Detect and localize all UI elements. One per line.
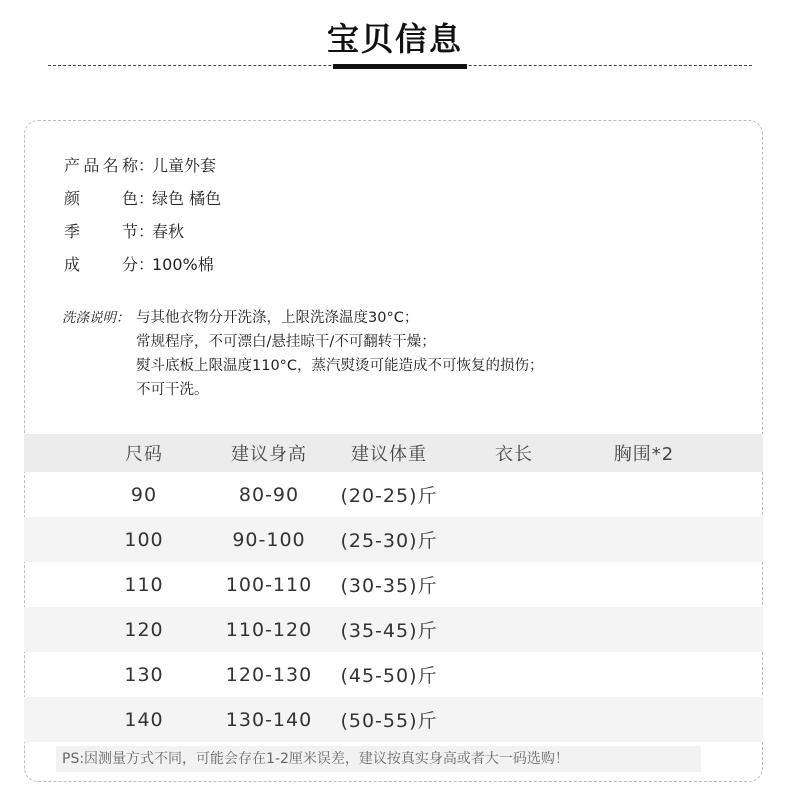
info-colon: ： (138, 156, 155, 175)
info-colon: ： (138, 189, 155, 208)
table-row (24, 472, 763, 517)
info-row-color (64, 181, 221, 214)
table-cell (474, 607, 554, 652)
table-cell (474, 652, 554, 697)
page-title: 宝贝信息 (326, 20, 463, 58)
table-cell: 140 (124, 708, 164, 731)
header-cell: 建议体重 (351, 444, 427, 465)
header-cell: 胸围*2 (613, 444, 675, 465)
table-cell: (45-50)斤 (340, 665, 438, 687)
wash-line (62, 354, 544, 378)
table-cell (594, 607, 694, 652)
table-cell (594, 472, 694, 517)
header-cell: 衣长 (495, 444, 533, 465)
info-label: 颜色 (64, 189, 138, 208)
product-info (64, 148, 221, 280)
table-cell: 100-110 (225, 573, 313, 596)
table-cell (474, 697, 554, 742)
table-cell (594, 652, 694, 697)
table-header (24, 434, 763, 472)
table-cell (474, 562, 554, 607)
size-table (24, 434, 763, 742)
table-cell: 110 (124, 573, 164, 596)
washing-instructions (62, 306, 544, 402)
wash-line (62, 330, 544, 354)
wash-text: 常规程序，不可漂白/悬挂晾干/不可翻转干燥； (136, 334, 436, 350)
header (0, 0, 790, 80)
table-cell: (50-55)斤 (340, 710, 438, 732)
table-cell: (20-25)斤 (340, 485, 438, 507)
table-cell (594, 697, 694, 742)
info-value: 绿色 橘色 (152, 189, 222, 208)
info-colon: ： (138, 222, 155, 241)
table-cell: 90-100 (232, 528, 306, 551)
table-cell (474, 472, 554, 517)
info-row-name (64, 148, 221, 181)
wash-label: 洗涤说明： (62, 310, 130, 326)
info-colon: ： (138, 255, 155, 274)
info-row-material (64, 247, 221, 280)
table-cell: 80-90 (238, 483, 300, 506)
table-cell: 110-120 (225, 618, 313, 641)
info-row-season (64, 214, 221, 247)
wash-text: 不可干洗。 (136, 382, 209, 398)
table-cell: (30-35)斤 (340, 575, 438, 597)
table-row (24, 652, 763, 697)
wash-text: 与其他衣物分开洗涤，上限洗涤温度30°C； (136, 310, 419, 326)
table-cell: 130-140 (225, 708, 313, 731)
info-value: 儿童外套 (152, 156, 217, 175)
table-cell: 130 (124, 663, 164, 686)
info-value: 100%棉 (152, 255, 214, 274)
measurement-note: PS:因测量方式不同，可能会存在1-2厘米误差，建议按真实身高或者大一码选购！ (56, 746, 701, 772)
header-cell: 建议身高 (231, 444, 307, 465)
table-row (24, 607, 763, 652)
info-label: 成分 (64, 255, 138, 274)
table-row (24, 517, 763, 562)
table-cell: 90 (130, 483, 158, 506)
table-cell: 120 (124, 618, 164, 641)
info-label: 产品名称 (64, 156, 138, 175)
info-value: 春秋 (152, 222, 185, 241)
table-row (24, 562, 763, 607)
header-cell: 尺码 (125, 444, 163, 465)
title-underline-bar (333, 64, 467, 69)
info-label: 季节 (64, 222, 138, 241)
table-cell (594, 562, 694, 607)
table-cell (474, 517, 554, 562)
table-cell: (25-30)斤 (340, 530, 438, 552)
table-cell (594, 517, 694, 562)
wash-line (62, 306, 544, 330)
table-cell: (35-45)斤 (340, 620, 438, 642)
wash-line (62, 378, 544, 402)
table-cell: 100 (124, 528, 164, 551)
wash-text: 熨斗底板上限温度110°C，蒸汽熨烫可能造成不可恢复的损伤； (136, 358, 544, 374)
table-cell: 120-130 (225, 663, 313, 686)
table-row (24, 697, 763, 742)
